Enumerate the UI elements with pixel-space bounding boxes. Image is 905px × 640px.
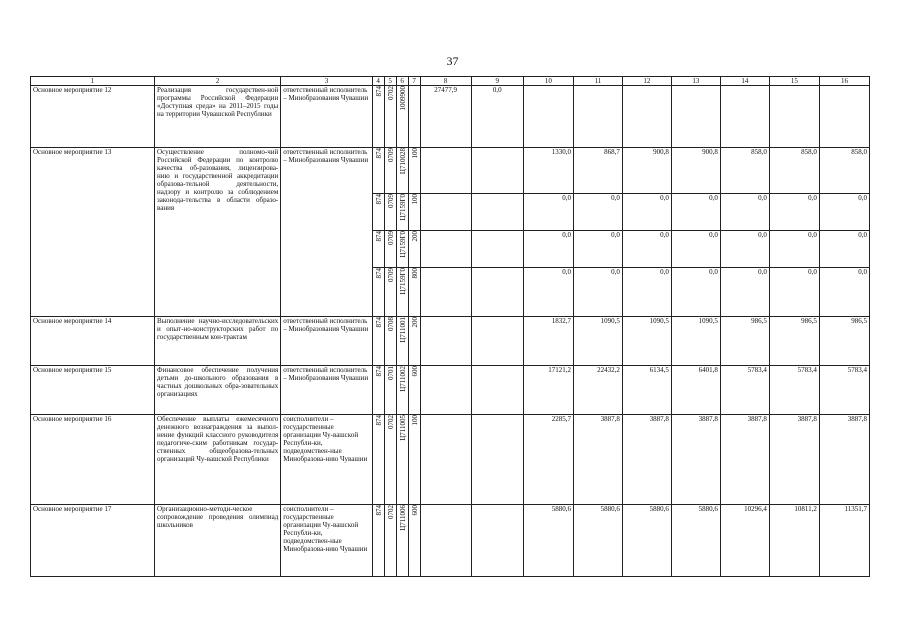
budget-code-text: Ц7159Г0 <box>398 231 407 258</box>
value-cell: 0,0 <box>769 194 819 231</box>
value-cell: 10296,4 <box>720 505 769 577</box>
budget-code-text: 874 <box>374 231 383 242</box>
value-cell <box>471 505 523 577</box>
header-row <box>31 77 870 86</box>
value-cell: 5783,4 <box>819 366 869 415</box>
event-name: Основное мероприятие 17 <box>31 505 155 577</box>
value-cell: 986,5 <box>720 317 769 366</box>
column-header: 1 <box>31 77 155 86</box>
value-cell: 6401,8 <box>671 366 720 415</box>
event-executor: ответственный исполнитель – Минобразования Чувашии <box>281 148 372 317</box>
value-cell: 5880,6 <box>573 505 622 577</box>
value-cell: 27477,9 <box>420 86 471 148</box>
page-number: 37 <box>446 54 459 68</box>
value-cell: 5880,6 <box>523 505 573 577</box>
event-name: Основное мероприятие 13 <box>31 148 155 317</box>
value-cell: 5880,6 <box>671 505 720 577</box>
event-description: Организационно-методи-ческое сопровождение проведения олимпиад школьников <box>155 505 281 577</box>
value-cell: 0,0 <box>769 268 819 317</box>
value-cell: 0,0 <box>622 194 671 231</box>
budget-code-text: 874 <box>374 194 383 205</box>
budget-code-text: Ц7159Г0 <box>398 194 407 221</box>
column-header: 6 <box>396 77 408 86</box>
value-cell: 3887,8 <box>819 415 869 505</box>
event-executor: ответственный исполнитель – Минобразования Чувашии <box>281 366 372 415</box>
value-cell: 0,0 <box>471 86 523 148</box>
value-cell <box>671 86 720 148</box>
budget-code-cell <box>372 415 384 505</box>
value-cell <box>471 148 523 194</box>
budget-code-cell <box>372 268 384 317</box>
budget-code-cell <box>396 148 408 194</box>
budget-code-text: Ц711006 <box>398 505 407 531</box>
value-cell: 1090,5 <box>622 317 671 366</box>
value-cell <box>420 505 471 577</box>
value-cell: 3887,8 <box>622 415 671 505</box>
budget-code-text: 0701 <box>386 366 395 380</box>
budget-code-cell <box>384 366 396 415</box>
value-cell: 11351,7 <box>819 505 869 577</box>
budget-code-cell <box>396 231 408 268</box>
value-cell <box>819 86 869 148</box>
value-cell: 22432,2 <box>573 366 622 415</box>
budget-code-text: 0708 <box>386 317 395 331</box>
column-header: 11 <box>573 77 622 86</box>
value-cell <box>720 86 769 148</box>
event-name: Основное мероприятие 14 <box>31 317 155 366</box>
value-cell: 1832,7 <box>523 317 573 366</box>
column-header: 13 <box>671 77 720 86</box>
budget-code-text: 100 <box>410 415 419 426</box>
budget-code-text: Ц711005 <box>398 415 407 441</box>
budget-code-cell <box>372 148 384 194</box>
budget-code-text: 874 <box>374 148 383 159</box>
column-header: 7 <box>408 77 420 86</box>
budget-code-cell <box>408 317 420 366</box>
budget-code-text: 600 <box>410 366 419 377</box>
event-executor: соисполнители – государственные организации Чу-вашской Республи-ки, подведомствен-ные Минобразова-нию Чувашии <box>281 415 372 505</box>
value-cell <box>622 86 671 148</box>
value-cell: 868,7 <box>573 148 622 194</box>
budget-code-text: Ц710028 <box>398 148 407 175</box>
budget-code-cell <box>408 86 420 148</box>
budget-code-cell <box>396 366 408 415</box>
value-cell: 2285,7 <box>523 415 573 505</box>
budget-code-cell <box>408 415 420 505</box>
budget-code-text: Ц711002 <box>398 366 407 392</box>
budget-code-text: 874 <box>374 317 383 328</box>
value-cell <box>420 366 471 415</box>
value-cell: 0,0 <box>769 231 819 268</box>
value-cell <box>420 194 471 231</box>
value-cell: 5783,4 <box>769 366 819 415</box>
event-name: Основное мероприятие 15 <box>31 366 155 415</box>
value-cell <box>471 268 523 317</box>
budget-code-text: 874 <box>374 415 383 426</box>
budget-code-cell <box>384 415 396 505</box>
event-name: Основное мероприятие 16 <box>31 415 155 505</box>
budget-code-text: 1009900 <box>398 86 407 111</box>
budget-code-text: 874 <box>374 505 383 516</box>
budget-code-cell <box>384 268 396 317</box>
value-cell: 0,0 <box>523 231 573 268</box>
budget-code-cell <box>384 317 396 366</box>
budget-table <box>30 76 870 577</box>
value-cell <box>523 86 573 148</box>
event-executor: ответственный исполнитель – Минобразования Чувашии <box>281 317 372 366</box>
budget-code-cell <box>408 148 420 194</box>
event-executor: ответственный исполнитель – Минобразования Чувашии <box>281 86 372 148</box>
value-cell: 0,0 <box>819 231 869 268</box>
value-cell: 0,0 <box>622 231 671 268</box>
value-cell: 17121,2 <box>523 366 573 415</box>
value-cell: 5783,4 <box>720 366 769 415</box>
value-cell <box>471 194 523 231</box>
event-name: Основное мероприятие 12 <box>31 86 155 148</box>
budget-code-cell <box>408 194 420 231</box>
value-cell <box>471 317 523 366</box>
value-cell: 3887,8 <box>671 415 720 505</box>
budget-code-text: 100 <box>410 194 419 205</box>
value-cell: 3887,8 <box>769 415 819 505</box>
column-header: 2 <box>155 77 281 86</box>
value-cell: 858,0 <box>819 148 869 194</box>
column-header: 15 <box>769 77 819 86</box>
value-cell <box>420 148 471 194</box>
budget-code-text: 0709 <box>386 231 395 245</box>
budget-code-text: 0702 <box>386 415 395 429</box>
value-cell: 0,0 <box>819 194 869 231</box>
column-header: 8 <box>420 77 471 86</box>
table-row <box>31 366 870 415</box>
budget-code-cell <box>384 148 396 194</box>
value-cell: 5880,6 <box>622 505 671 577</box>
budget-code-cell <box>408 505 420 577</box>
event-description: Осуществление полномо-чий Российской Федерации по контролю качества об-разования, лицензирова-нию и государственной аккредитации образова-тельной деятельности, надзору и контролю за соблюдением законода-тельства в области образо-вания <box>155 148 281 317</box>
budget-code-text: Ц711001 <box>398 317 407 343</box>
value-cell: 3887,8 <box>720 415 769 505</box>
budget-code-cell <box>396 317 408 366</box>
budget-code-text: Ц7159Г0 <box>398 268 407 295</box>
event-description: Реализация государствен-ной программы Российской Федерации «Доступная среда» на 2011–2015 годы на территории Чувашской Республики <box>155 86 281 148</box>
value-cell <box>420 268 471 317</box>
value-cell: 0,0 <box>573 268 622 317</box>
value-cell: 0,0 <box>720 231 769 268</box>
value-cell: 1090,5 <box>573 317 622 366</box>
value-cell: 858,0 <box>720 148 769 194</box>
budget-code-cell <box>396 415 408 505</box>
column-header: 5 <box>384 77 396 86</box>
value-cell <box>420 317 471 366</box>
value-cell: 0,0 <box>671 268 720 317</box>
budget-code-text: 200 <box>410 231 419 242</box>
budget-code-text: 0709 <box>386 268 395 282</box>
value-cell: 0,0 <box>720 268 769 317</box>
value-cell: 0,0 <box>720 194 769 231</box>
budget-code-cell <box>396 86 408 148</box>
budget-code-text: 874 <box>374 268 383 279</box>
table-row <box>31 86 870 148</box>
column-header: 16 <box>819 77 869 86</box>
value-cell: 1330,0 <box>523 148 573 194</box>
value-cell: 900,8 <box>622 148 671 194</box>
value-cell <box>471 231 523 268</box>
budget-code-cell <box>372 86 384 148</box>
table-row <box>31 505 870 577</box>
value-cell <box>471 415 523 505</box>
budget-code-cell <box>396 194 408 231</box>
budget-code-cell <box>372 317 384 366</box>
column-header: 4 <box>372 77 384 86</box>
value-cell: 0,0 <box>622 268 671 317</box>
budget-code-cell <box>408 231 420 268</box>
budget-code-text: 800 <box>410 268 419 279</box>
value-cell: 858,0 <box>769 148 819 194</box>
event-executor: соисполнители – государственные организации Чу-вашской Республи-ки, подведомствен-ные Минобразова-нию Чувашии <box>281 505 372 577</box>
budget-code-text: 0702 <box>386 505 395 519</box>
column-header: 10 <box>523 77 573 86</box>
value-cell: 986,5 <box>769 317 819 366</box>
value-cell: 0,0 <box>819 268 869 317</box>
budget-code-text: 874 <box>374 366 383 377</box>
value-cell <box>471 366 523 415</box>
value-cell <box>769 86 819 148</box>
event-description: Финансовое обеспечение получения детьми до-школьного образования в частных дошкольных обра-зовательных организациях <box>155 366 281 415</box>
budget-code-cell <box>372 194 384 231</box>
table-row <box>31 148 870 194</box>
budget-code-text: 0709 <box>386 194 395 208</box>
budget-code-cell <box>372 366 384 415</box>
table-row <box>31 317 870 366</box>
budget-code-text: 874 <box>374 86 383 97</box>
budget-code-cell <box>396 505 408 577</box>
column-header: 9 <box>471 77 523 86</box>
table-row <box>31 415 870 505</box>
value-cell: 0,0 <box>523 268 573 317</box>
value-cell: 0,0 <box>523 194 573 231</box>
budget-code-cell <box>408 366 420 415</box>
value-cell: 0,0 <box>671 194 720 231</box>
value-cell: 0,0 <box>671 231 720 268</box>
value-cell: 6134,5 <box>622 366 671 415</box>
budget-code-cell <box>408 268 420 317</box>
event-description: Выполнение научно-исследовательских и опыт-но-конструкторских работ по государственным кон-трактам <box>155 317 281 366</box>
budget-code-cell <box>372 231 384 268</box>
value-cell <box>573 86 622 148</box>
value-cell: 900,8 <box>671 148 720 194</box>
column-header: 12 <box>622 77 671 86</box>
budget-code-text: 0702 <box>386 86 395 100</box>
value-cell <box>420 231 471 268</box>
budget-code-cell <box>384 194 396 231</box>
value-cell <box>420 415 471 505</box>
value-cell: 0,0 <box>573 194 622 231</box>
budget-code-cell <box>372 505 384 577</box>
value-cell: 3887,8 <box>573 415 622 505</box>
budget-code-text: 0709 <box>386 148 395 162</box>
budget-code-text: 100 <box>410 148 419 159</box>
budget-code-cell <box>384 505 396 577</box>
budget-code-cell <box>384 231 396 268</box>
value-cell: 0,0 <box>573 231 622 268</box>
column-header: 3 <box>281 77 372 86</box>
event-description: Обеспечение выплаты ежемесячного денежного вознаграждения за выпол-нение функций классного руководителя педагогиче-ским работникам государ-ственных общеобразова-тельных организаций Чу-вашской Республики <box>155 415 281 505</box>
budget-code-text: 200 <box>410 317 419 328</box>
budget-code-cell <box>396 268 408 317</box>
value-cell: 10811,2 <box>769 505 819 577</box>
value-cell: 1090,5 <box>671 317 720 366</box>
column-header: 14 <box>720 77 769 86</box>
budget-code-cell <box>384 86 396 148</box>
value-cell: 986,5 <box>819 317 869 366</box>
budget-code-text: 600 <box>410 505 419 516</box>
